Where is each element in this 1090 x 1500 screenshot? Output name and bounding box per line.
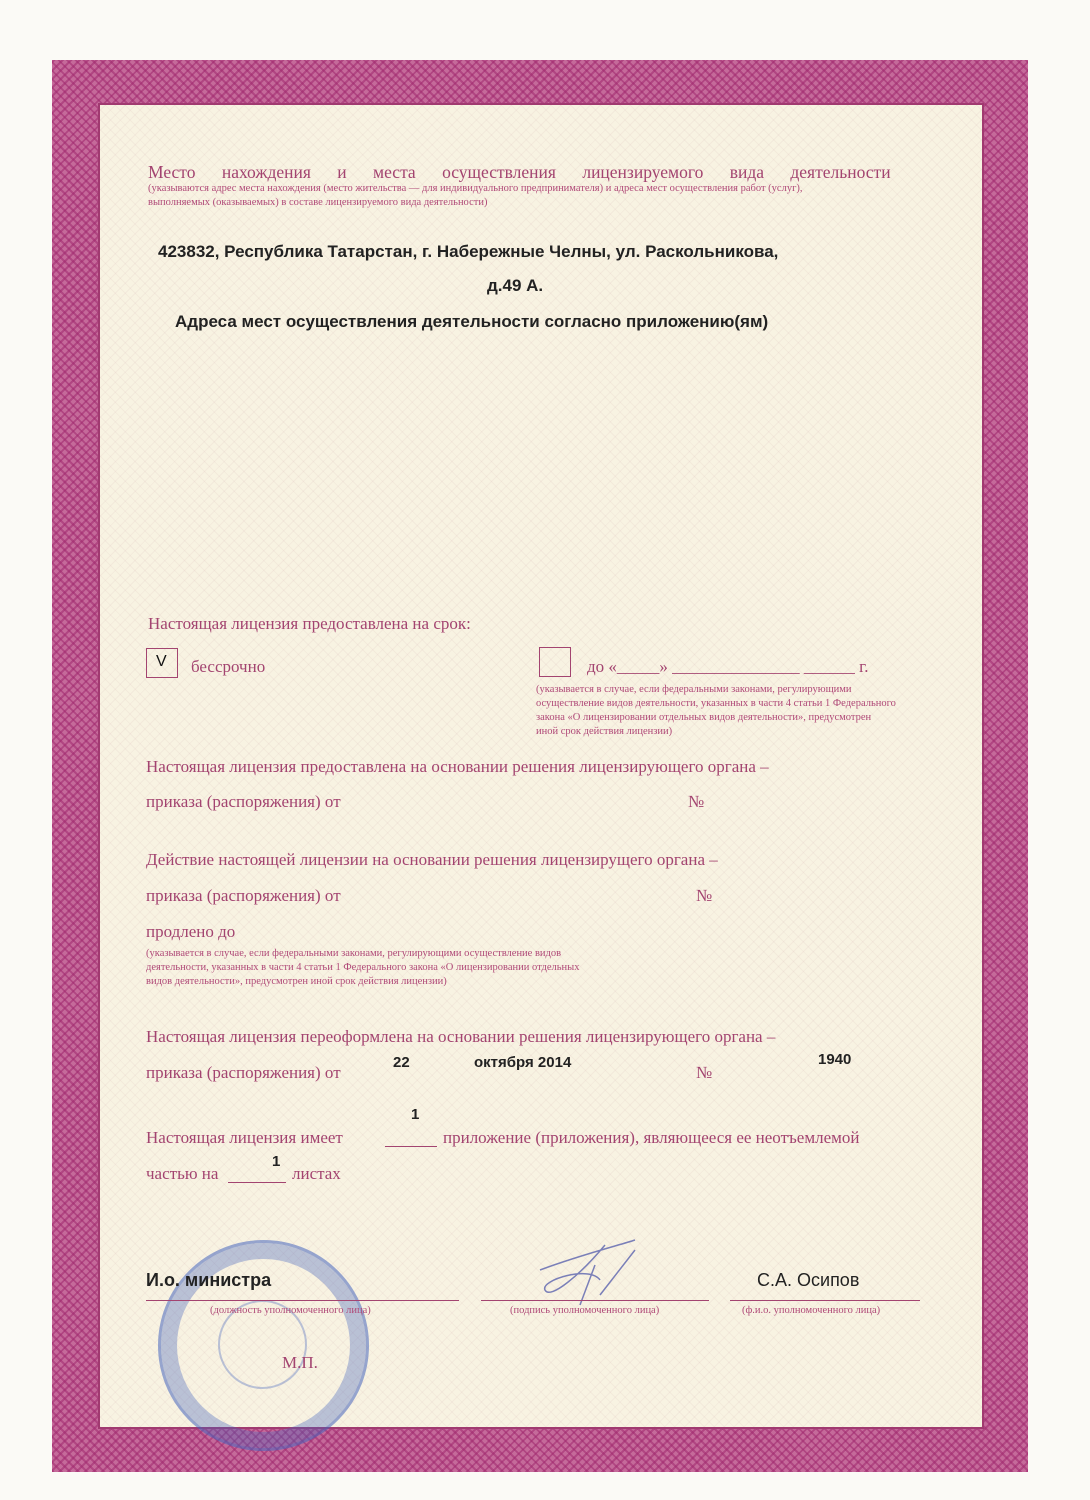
reissue-day: 22 — [393, 1054, 410, 1071]
indefinite-checkbox — [146, 648, 178, 678]
signatory-name: С.А. Осипов — [757, 1270, 860, 1290]
term-heading: Настоящая лицензия предоставлена на срок: — [148, 614, 471, 633]
basis-line-2: приказа (распоряжения) от — [146, 792, 341, 811]
address-line-2: д.49 А. — [487, 276, 544, 295]
handwritten-signature — [520, 1235, 650, 1310]
appendix-line-2b: листах — [292, 1164, 341, 1183]
appendix-count: 1 — [411, 1106, 420, 1123]
until-checkbox — [539, 647, 571, 677]
name-line — [730, 1300, 920, 1301]
reissue-number: 1940 — [818, 1051, 852, 1068]
reissue-month-year: октября 2014 — [474, 1054, 572, 1071]
name-caption: (ф.и.о. уполномоченного лица) — [742, 1305, 881, 1316]
extended-until: продлено до — [146, 922, 236, 941]
extension-note-1: (указывается в случае, если федеральными законами, регулирующими осуществление видов — [146, 948, 562, 959]
basis-line-1: Настоящая лицензия предоставлена на основании решения лицензирующего органа – — [146, 757, 769, 776]
reissue-line-1: Настоящая лицензия переоформлена на основании решения лицензирующего органа – — [146, 1027, 776, 1046]
extension-line-2: приказа (распоряжения) от — [146, 886, 341, 905]
appendix-line-2a: частью на — [146, 1164, 219, 1183]
signatory-position: И.о. министра — [146, 1270, 272, 1290]
appendix-line-1a: Настоящая лицензия имеет — [146, 1128, 343, 1147]
basis-number-sign: № — [688, 792, 705, 811]
position-caption: (должность уполномоченного лица) — [210, 1305, 371, 1316]
seal-place: М.П. — [282, 1353, 318, 1372]
signature-line — [481, 1300, 709, 1301]
extension-line-1: Действие настоящей лицензии на основании решения лицензирущего органа – — [146, 850, 718, 869]
check-mark: V — [156, 653, 167, 670]
sheets-line — [228, 1182, 286, 1183]
sheets-count: 1 — [272, 1153, 281, 1170]
activity-places: Адреса мест осуществления деятельности согласно приложению(ям) — [175, 312, 769, 331]
appendix-count-line — [385, 1146, 437, 1147]
until-note-4: иной срок действия лицензии) — [536, 726, 673, 737]
reissue-line-2: приказа (распоряжения) от — [146, 1063, 341, 1082]
address-line-1: 423832, Республика Татарстан, г. Набережные Челны, ул. Раскольникова, — [158, 242, 779, 261]
indefinite-label: бессрочно — [191, 657, 266, 676]
until-note-2: осуществление видов деятельности, указанных в части 4 статьи 1 Федерального — [536, 698, 896, 709]
reissue-number-sign: № — [696, 1063, 713, 1082]
until-label: до «_____» _______________ ______ г. — [587, 657, 869, 676]
extension-note-3: видов деятельности», предусмотрен иной срок действия лицензии) — [146, 976, 447, 987]
appendix-line-1b: приложение (приложения), являющееся ее неотъемлемой — [443, 1128, 860, 1147]
position-line — [146, 1300, 459, 1301]
location-note-2: выполняемых (оказываемых) в составе лицензируемого вида деятельности) — [148, 197, 488, 208]
extension-note-2: деятельности, указанных в части 4 статьи 1 Федерального закона «О лицензировании отдельных — [146, 962, 580, 973]
location-note-1: (указываются адрес места нахождения (место жительства — для индивидуального предпринимателя) и адреса мест осуществления работ (услуг), — [148, 183, 803, 194]
until-note-3: закона «О лицензировании отдельных видов деятельности», предусмотрен — [536, 712, 872, 723]
until-note-1: (указывается в случае, если федеральными законами, регулирующими — [536, 684, 852, 695]
location-heading: Место нахождения и места осуществления лицензируемого вида деятельности — [148, 162, 891, 182]
extension-number-sign: № — [696, 886, 713, 905]
signature-caption: (подпись уполномоченного лица) — [510, 1305, 660, 1316]
